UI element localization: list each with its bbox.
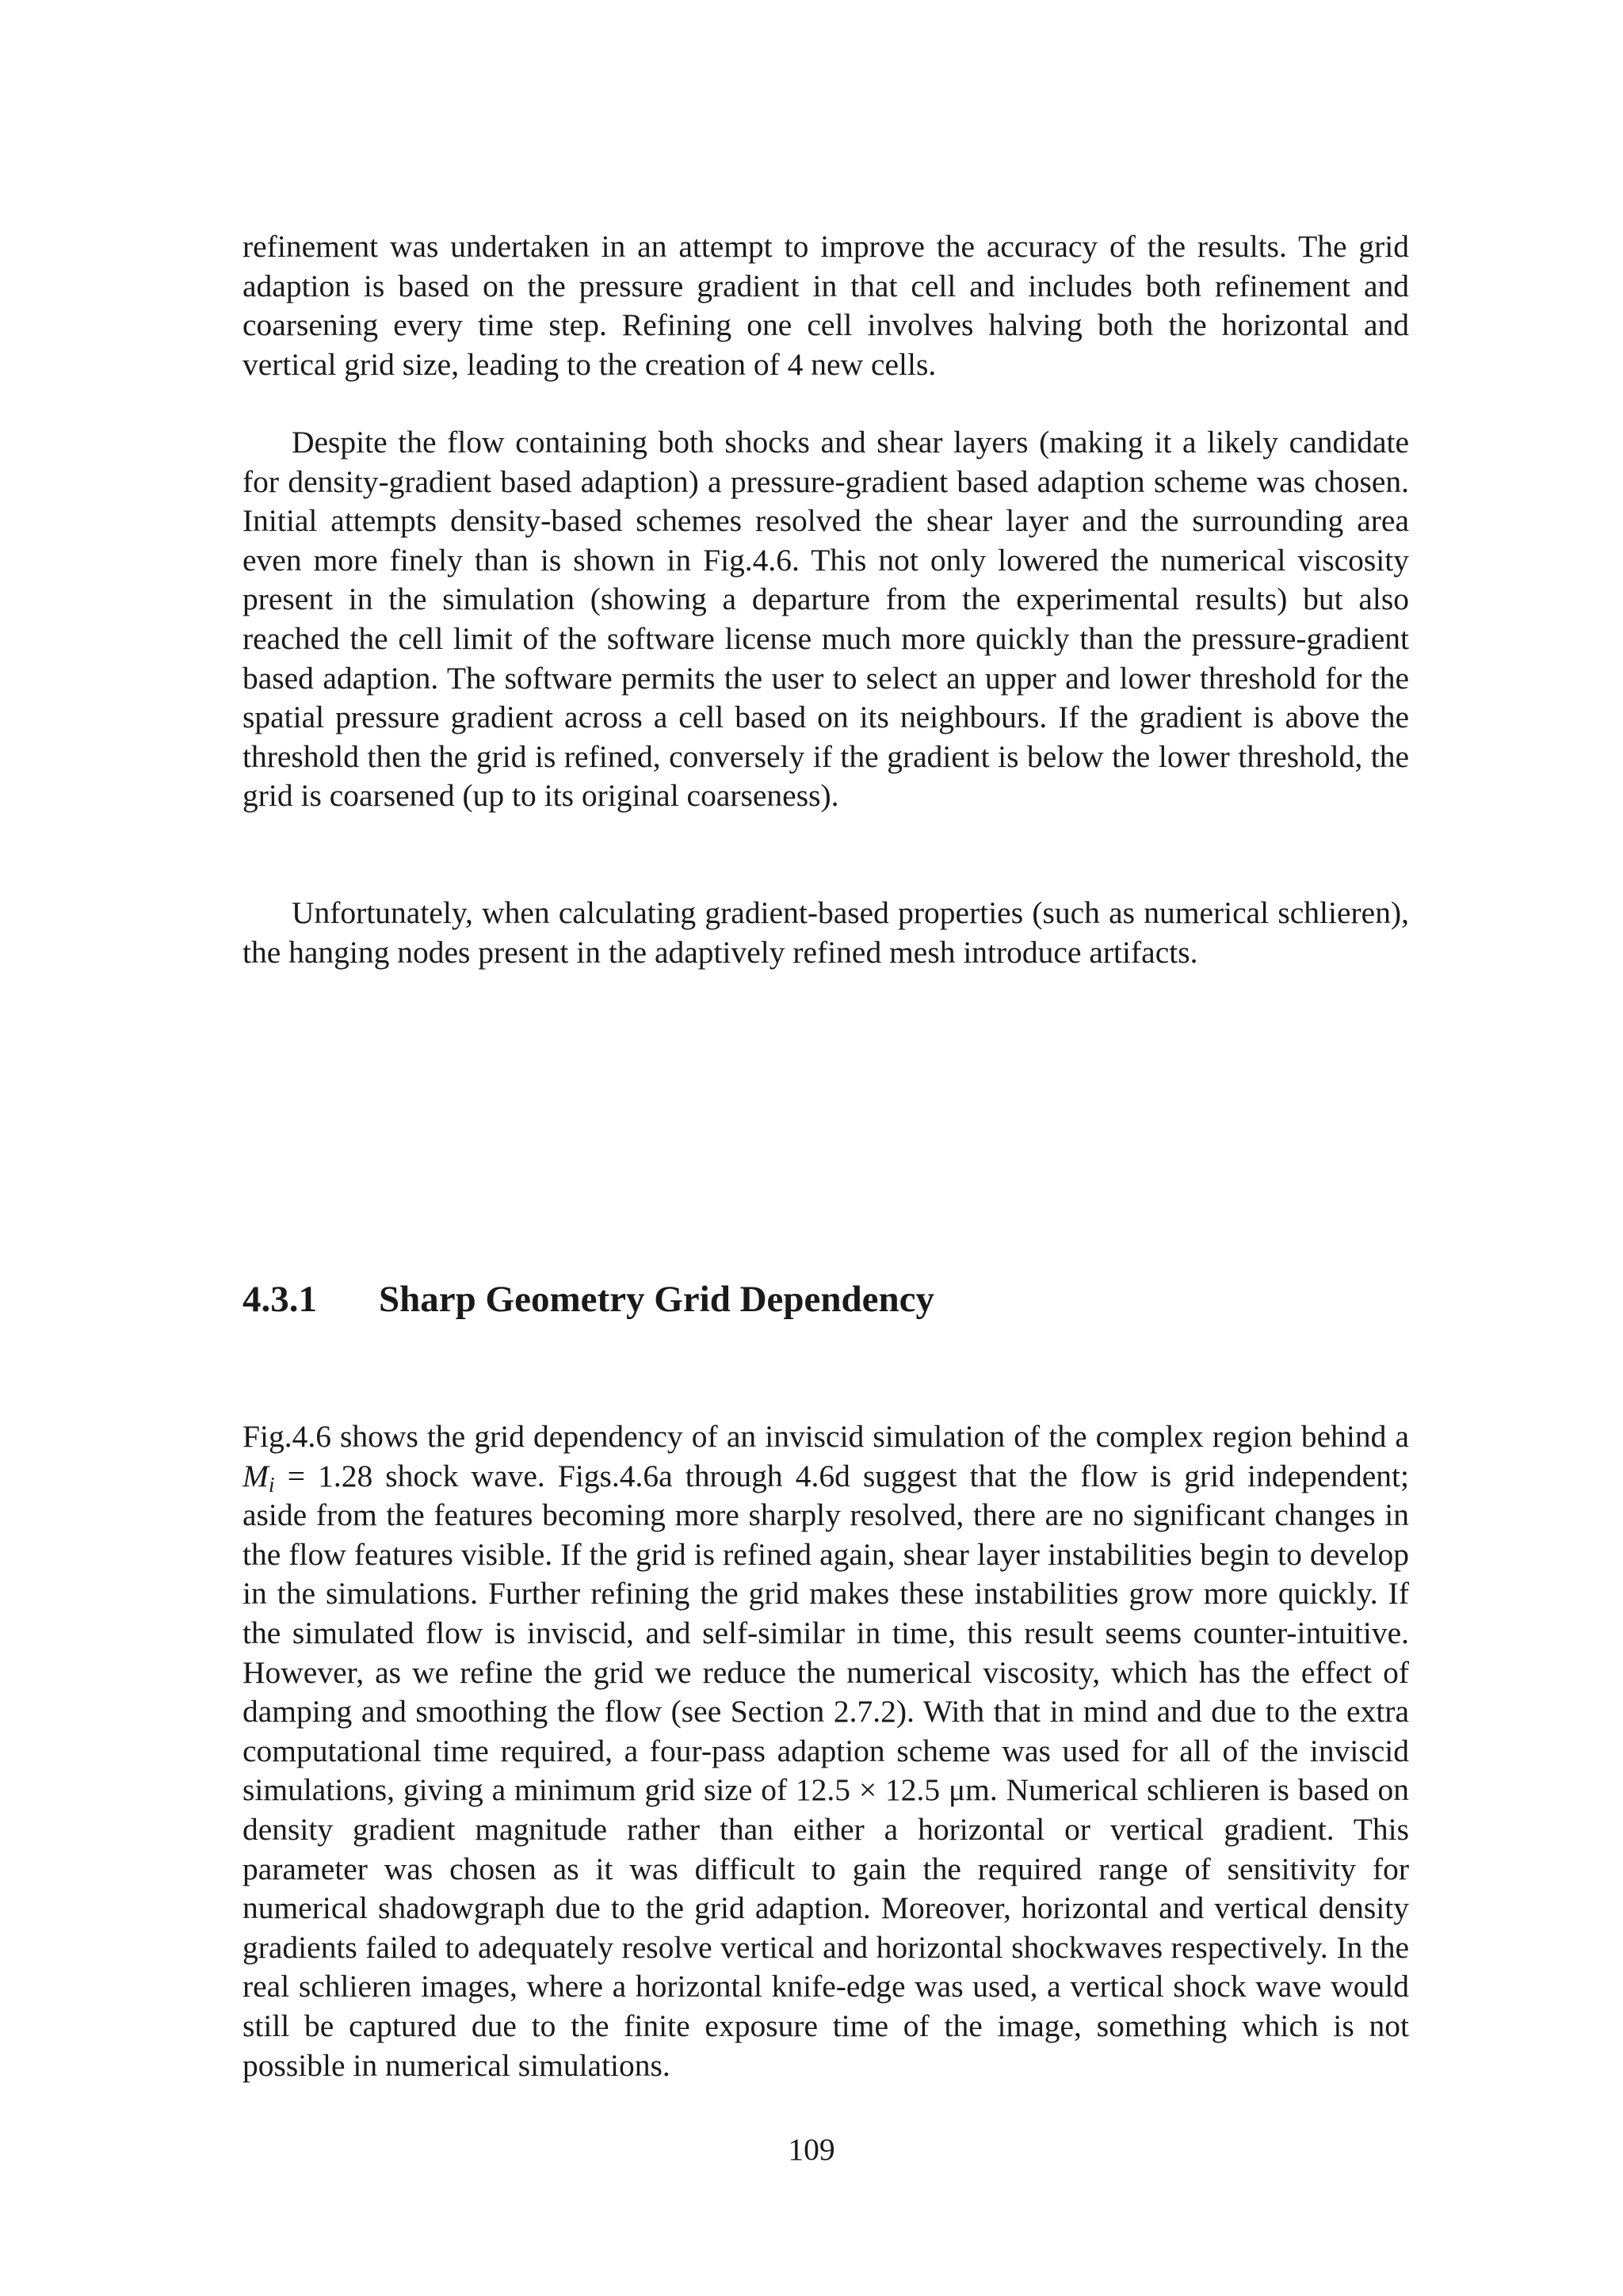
paragraph-text: Despite the flow containing both shocks and shear layers (making it a likely candidate for density-gradient based adaption) a pressure-gradient based adaption scheme was chosen. Initial attempts density-based schemes resolved the shear layer and the surrounding area even more finely than is shown in Fig.4.6. This not only lowered the numerical viscosity present in the simulation (showing a departure from the experimental results) but also reached the cell limit of the software license much more quickly than the pressure-gradient based adaption. The software permits the user to select an upper and lower threshold for the spatial pressure gradient across a cell based on its neighbours. If the gradient is above the threshold then the grid is refined, conversely if the gradient is below the lower threshold, the grid is coarsened (up to its original coarseness). <box>242 425 1409 814</box>
page-number: 109 <box>788 2132 835 2167</box>
paragraph-text: Unfortunately, when calculating gradient-based properties (such as numerical schlieren), the hanging nodes present in the adaptively refined mesh introduce artifacts. <box>242 895 1409 970</box>
paragraph-adaption-scheme <box>242 423 1409 816</box>
math-variable: M <box>242 1458 269 1493</box>
paragraph-text: refinement was undertaken in an attempt to improve the accuracy of the results. The grid adaption is based on the pressure gradient in that cell and includes both refinement and coarsening every time step. Refining one cell involves halving both the horizontal and vertical grid size, leading to the creation of 4 new cells. <box>242 229 1409 382</box>
paragraph-hanging-nodes <box>242 894 1409 972</box>
section-heading <box>242 1276 934 1323</box>
math-subscript: i <box>268 1471 275 1497</box>
paragraph-grid-refinement <box>242 227 1409 384</box>
section-number: 4.3.1 <box>242 1279 317 1320</box>
paragraph-grid-dependency <box>242 1417 1409 2085</box>
math-mach-number <box>242 1458 275 1497</box>
section-title: Sharp Geometry Grid Dependency <box>379 1279 935 1320</box>
text-run: = 1.28 shock wave. Figs.4.6a through 4.6d suggest that the flow is grid independent; aside from the features becoming more sharply resolved, there are no significant changes in the flow features visible. If the grid is refined again, shear layer instabilities begin to develop in the simulations. Further refining the grid makes these instabilities grow more quickly. If the simulated flow is inviscid, and self-similar in time, this result seems counter-intuitive. However, as we refine the grid we reduce the numerical viscosity, which has the effect of damping and smoothing the flow (see Section 2.7.2). With that in mind and due to the extra computational time required, a four-pass adaption scheme was used for all of the inviscid simulations, giving a minimum grid size of 12.5 × 12.5 μm. Numerical schlieren is based on density gradient magnitude rather than either a horizontal or vertical gradient. This parameter was chosen as it was difficult to gain the required range of sensitivity for numerical shadowgraph due to the grid adaption. Moreover, horizontal and vertical density gradients failed to adequately resolve vertical and horizontal shockwaves respectively. In the real schlieren images, where a horizontal knife-edge was used, a vertical shock wave would still be captured due to the finite exposure time of the image, something which is not possible in numerical simulations. <box>242 1458 1409 2083</box>
paragraph-text <box>242 1417 1409 2085</box>
text-run: Fig.4.6 shows the grid dependency of an inviscid simulation of the complex region behind a <box>242 1419 1409 1454</box>
